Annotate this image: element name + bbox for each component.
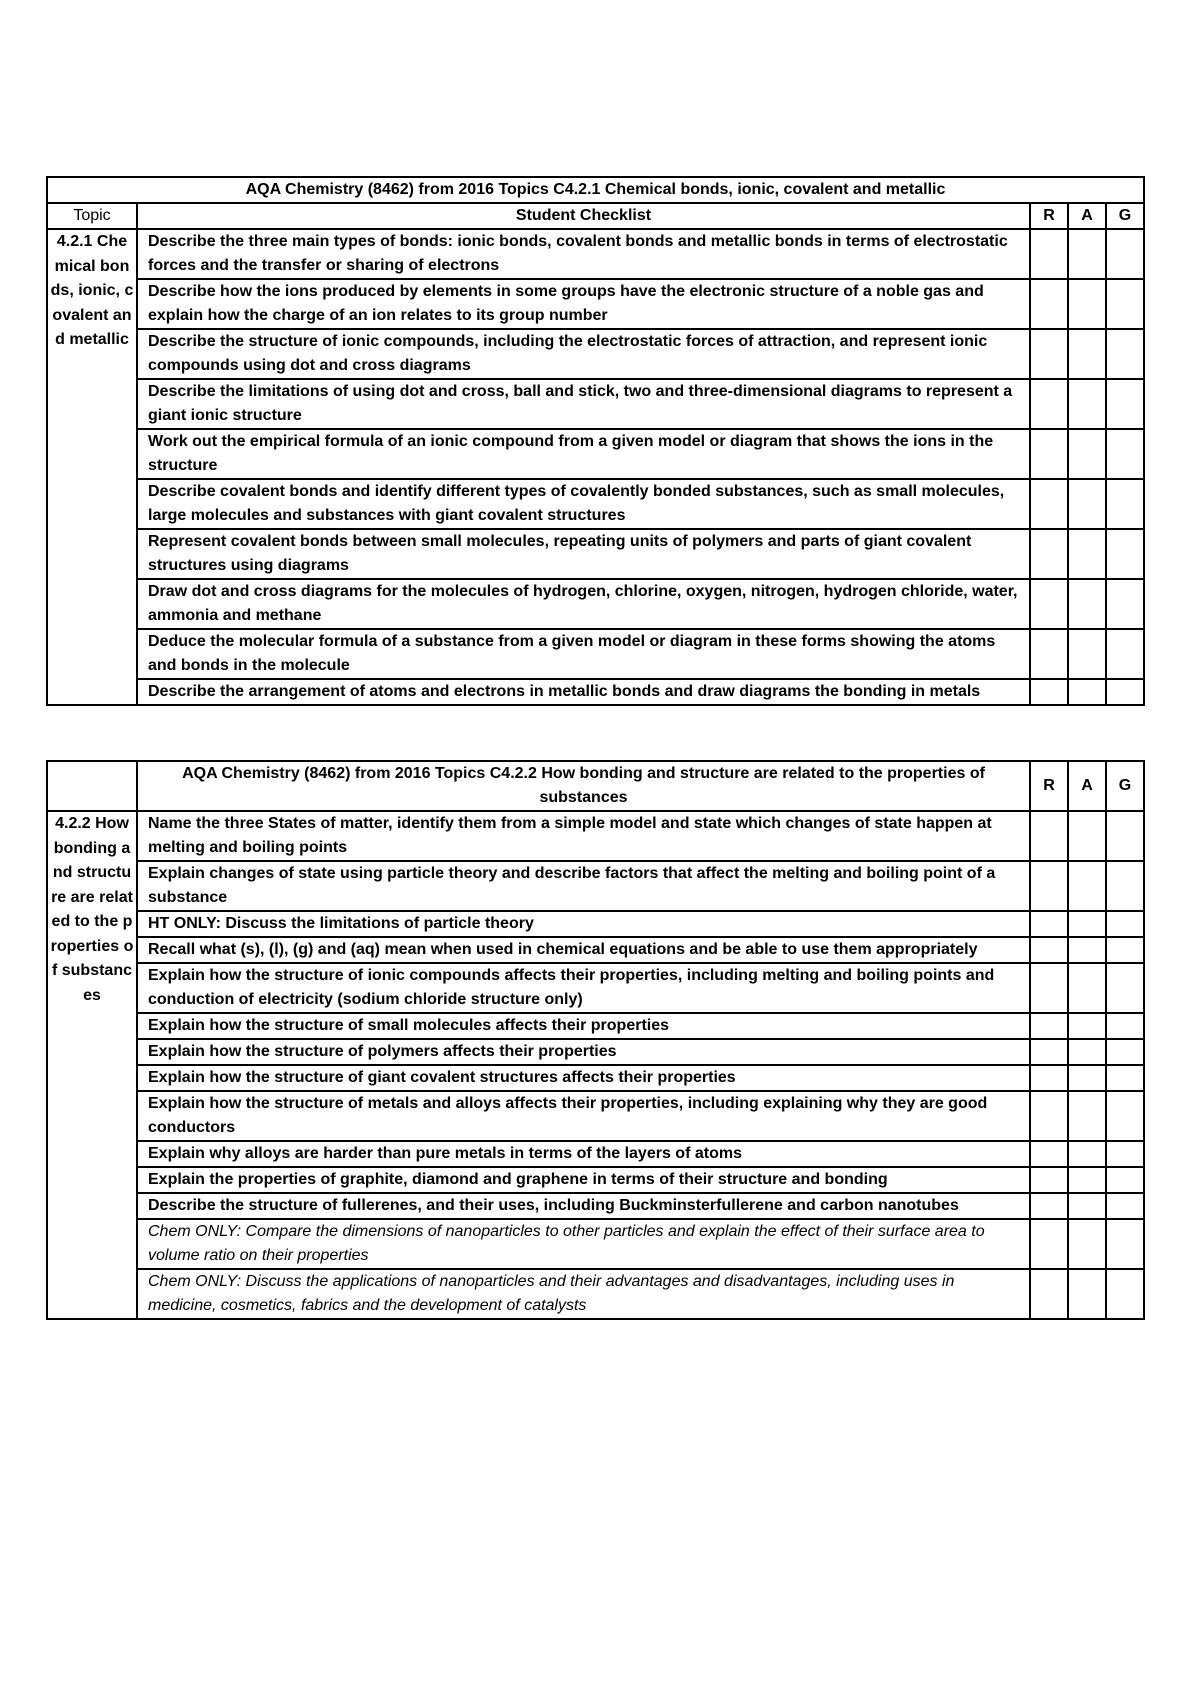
checklist-item: Explain how the structure of ionic compounds affects their properties, including melting and boiling points and conduction of electricity (sodium chloride structure only) <box>137 963 1030 1013</box>
checklist-item: Explain how the structure of small molecules affects their properties <box>137 1013 1030 1039</box>
rag-red-cell[interactable] <box>1030 379 1068 429</box>
checklist-item: Describe the structure of ionic compounds, including the electrostatic forces of attraction, and represent ionic compounds using dot and cross diagrams <box>137 329 1030 379</box>
rag-green-cell[interactable] <box>1106 1193 1144 1219</box>
rag-amber-cell[interactable] <box>1068 937 1106 963</box>
checklist-item: Name the three States of matter, identify them from a simple model and state which changes of state happen at melting and boiling points <box>137 811 1030 861</box>
table-title: AQA Chemistry (8462) from 2016 Topics C4.2.2 How bonding and structure are related to the properties of substances <box>137 761 1030 811</box>
header-a: A <box>1068 761 1106 811</box>
topic-cell: 4.2.2 How bonding and structure are related to the properties of substances <box>47 811 137 1319</box>
rag-amber-cell[interactable] <box>1068 579 1106 629</box>
table-row <box>47 1167 1144 1193</box>
table-title: AQA Chemistry (8462) from 2016 Topics C4.2.1 Chemical bonds, ionic, covalent and metallic <box>47 177 1144 203</box>
table-row <box>47 963 1144 1013</box>
table-row <box>47 911 1144 937</box>
rag-amber-cell[interactable] <box>1068 629 1106 679</box>
table-row <box>47 429 1144 479</box>
rag-amber-cell[interactable] <box>1068 279 1106 329</box>
rag-amber-cell[interactable] <box>1068 811 1106 861</box>
checklist-item: Describe the limitations of using dot and cross, ball and stick, two and three-dimensional diagrams to represent a giant ionic structure <box>137 379 1030 429</box>
header-student-checklist: Student Checklist <box>137 203 1030 229</box>
rag-green-cell[interactable] <box>1106 279 1144 329</box>
rag-green-cell[interactable] <box>1106 937 1144 963</box>
table-row <box>47 479 1144 529</box>
checklist-item: Explain how the structure of metals and alloys affects their properties, including explaining why they are good conductors <box>137 1091 1030 1141</box>
table-row <box>47 229 1144 279</box>
table-title-row <box>47 177 1144 203</box>
table-row <box>47 1219 1144 1269</box>
rag-green-cell[interactable] <box>1106 1269 1144 1319</box>
rag-amber-cell[interactable] <box>1068 679 1106 705</box>
checklist-item: Work out the empirical formula of an ionic compound from a given model or diagram that shows the ions in the structure <box>137 429 1030 479</box>
rag-green-cell[interactable] <box>1106 1065 1144 1091</box>
rag-red-cell[interactable] <box>1030 1013 1068 1039</box>
header-g: G <box>1106 203 1144 229</box>
checklist-item: Deduce the molecular formula of a substance from a given model or diagram in these forms showing the atoms and bonds in the molecule <box>137 629 1030 679</box>
checklist-item: Describe how the ions produced by elements in some groups have the electronic structure of a noble gas and explain how the charge of an ion relates to its group number <box>137 279 1030 329</box>
rag-amber-cell[interactable] <box>1068 1219 1106 1269</box>
rag-green-cell[interactable] <box>1106 1091 1144 1141</box>
checklist-table-4-2-1 <box>46 176 1145 706</box>
checklist-item: HT ONLY: Discuss the limitations of particle theory <box>137 911 1030 937</box>
rag-amber-cell[interactable] <box>1068 1141 1106 1167</box>
rag-red-cell[interactable] <box>1030 1167 1068 1193</box>
rag-red-cell[interactable] <box>1030 279 1068 329</box>
rag-red-cell[interactable] <box>1030 629 1068 679</box>
rag-red-cell[interactable] <box>1030 329 1068 379</box>
rag-amber-cell[interactable] <box>1068 429 1106 479</box>
table-row <box>47 279 1144 329</box>
table-row <box>47 1193 1144 1219</box>
rag-amber-cell[interactable] <box>1068 479 1106 529</box>
checklist-table-4-2-2 <box>46 760 1145 1320</box>
rag-red-cell[interactable] <box>1030 529 1068 579</box>
rag-green-cell[interactable] <box>1106 1141 1144 1167</box>
checklist-item: Explain the properties of graphite, diamond and graphene in terms of their structure and bonding <box>137 1167 1030 1193</box>
rag-green-cell[interactable] <box>1106 811 1144 861</box>
checklist-item: Represent covalent bonds between small molecules, repeating units of polymers and parts of giant covalent structures using diagrams <box>137 529 1030 579</box>
rag-amber-cell[interactable] <box>1068 1091 1106 1141</box>
rag-green-cell[interactable] <box>1106 911 1144 937</box>
header-r: R <box>1030 203 1068 229</box>
rag-green-cell[interactable] <box>1106 1039 1144 1065</box>
table-row <box>47 1065 1144 1091</box>
rag-red-cell[interactable] <box>1030 479 1068 529</box>
header-r: R <box>1030 761 1068 811</box>
table-row <box>47 329 1144 379</box>
rag-red-cell[interactable] <box>1030 963 1068 1013</box>
table-row <box>47 1013 1144 1039</box>
rag-green-cell[interactable] <box>1106 1013 1144 1039</box>
header-a: A <box>1068 203 1106 229</box>
checklist-item: Describe the arrangement of atoms and electrons in metallic bonds and draw diagrams the bonding in metals <box>137 679 1030 705</box>
rag-amber-cell[interactable] <box>1068 529 1106 579</box>
rag-amber-cell[interactable] <box>1068 1269 1106 1319</box>
rag-green-cell[interactable] <box>1106 429 1144 479</box>
table-header-row <box>47 203 1144 229</box>
rag-green-cell[interactable] <box>1106 679 1144 705</box>
checklist-item: Describe the three main types of bonds: ionic bonds, covalent bonds and metallic bonds in terms of electrostatic forces and the transfer or sharing of electrons <box>137 229 1030 279</box>
checklist-item: Explain why alloys are harder than pure metals in terms of the layers of atoms <box>137 1141 1030 1167</box>
rag-amber-cell[interactable] <box>1068 963 1106 1013</box>
topic-cell: 4.2.1 Chemical bonds, ionic, covalent and metallic <box>47 229 137 705</box>
checklist-item: Explain changes of state using particle theory and describe factors that affect the melting and boiling point of a substance <box>137 861 1030 911</box>
checklist-item: Draw dot and cross diagrams for the molecules of hydrogen, chlorine, oxygen, nitrogen, hydrogen chloride, water, ammonia and methane <box>137 579 1030 629</box>
rag-green-cell[interactable] <box>1106 1167 1144 1193</box>
rag-red-cell[interactable] <box>1030 1219 1068 1269</box>
rag-red-cell[interactable] <box>1030 1193 1068 1219</box>
checklist-item: Describe the structure of fullerenes, and their uses, including Buckminsterfullerene and carbon nanotubes <box>137 1193 1030 1219</box>
rag-amber-cell[interactable] <box>1068 1193 1106 1219</box>
rag-green-cell[interactable] <box>1106 229 1144 279</box>
rag-red-cell[interactable] <box>1030 579 1068 629</box>
table-row <box>47 1091 1144 1141</box>
table-row <box>47 937 1144 963</box>
table-row <box>47 679 1144 705</box>
rag-green-cell[interactable] <box>1106 963 1144 1013</box>
checklist-item: Explain how the structure of giant covalent structures affects their properties <box>137 1065 1030 1091</box>
rag-red-cell[interactable] <box>1030 1039 1068 1065</box>
rag-amber-cell[interactable] <box>1068 329 1106 379</box>
rag-green-cell[interactable] <box>1106 579 1144 629</box>
checklist-item: Chem ONLY: Discuss the applications of nanoparticles and their advantages and disadvantages, including uses in medicine, cosmetics, fabrics and the development of catalysts <box>137 1269 1030 1319</box>
rag-red-cell[interactable] <box>1030 679 1068 705</box>
table-row <box>47 529 1144 579</box>
rag-red-cell[interactable] <box>1030 229 1068 279</box>
header-topic-empty <box>47 761 137 811</box>
rag-red-cell[interactable] <box>1030 937 1068 963</box>
rag-red-cell[interactable] <box>1030 911 1068 937</box>
rag-amber-cell[interactable] <box>1068 1013 1106 1039</box>
rag-amber-cell[interactable] <box>1068 1065 1106 1091</box>
rag-red-cell[interactable] <box>1030 811 1068 861</box>
table-row <box>47 379 1144 429</box>
rag-green-cell[interactable] <box>1106 379 1144 429</box>
table-row <box>47 861 1144 911</box>
rag-amber-cell[interactable] <box>1068 1039 1106 1065</box>
table-row <box>47 579 1144 629</box>
rag-green-cell[interactable] <box>1106 479 1144 529</box>
rag-red-cell[interactable] <box>1030 1091 1068 1141</box>
rag-red-cell[interactable] <box>1030 861 1068 911</box>
header-topic: Topic <box>47 203 137 229</box>
rag-green-cell[interactable] <box>1106 629 1144 679</box>
table-row <box>47 629 1144 679</box>
rag-red-cell[interactable] <box>1030 429 1068 479</box>
rag-red-cell[interactable] <box>1030 1141 1068 1167</box>
table-row <box>47 1039 1144 1065</box>
table-header-row <box>47 761 1144 811</box>
rag-green-cell[interactable] <box>1106 1219 1144 1269</box>
rag-amber-cell[interactable] <box>1068 911 1106 937</box>
rag-red-cell[interactable] <box>1030 1065 1068 1091</box>
checklist-item: Describe covalent bonds and identify different types of covalently bonded substances, such as small molecules, large molecules and substances with giant covalent structures <box>137 479 1030 529</box>
table-row <box>47 811 1144 861</box>
rag-green-cell[interactable] <box>1106 861 1144 911</box>
table-row <box>47 1269 1144 1319</box>
table-row <box>47 1141 1144 1167</box>
header-g: G <box>1106 761 1144 811</box>
rag-amber-cell[interactable] <box>1068 1167 1106 1193</box>
rag-amber-cell[interactable] <box>1068 229 1106 279</box>
checklist-item: Chem ONLY: Compare the dimensions of nanoparticles to other particles and explain the effect of their surface area to volume ratio on their properties <box>137 1219 1030 1269</box>
rag-amber-cell[interactable] <box>1068 379 1106 429</box>
rag-green-cell[interactable] <box>1106 529 1144 579</box>
checklist-item: Explain how the structure of polymers affects their properties <box>137 1039 1030 1065</box>
rag-green-cell[interactable] <box>1106 329 1144 379</box>
rag-amber-cell[interactable] <box>1068 861 1106 911</box>
checklist-item: Recall what (s), (l), (g) and (aq) mean when used in chemical equations and be able to use them appropriately <box>137 937 1030 963</box>
rag-red-cell[interactable] <box>1030 1269 1068 1319</box>
